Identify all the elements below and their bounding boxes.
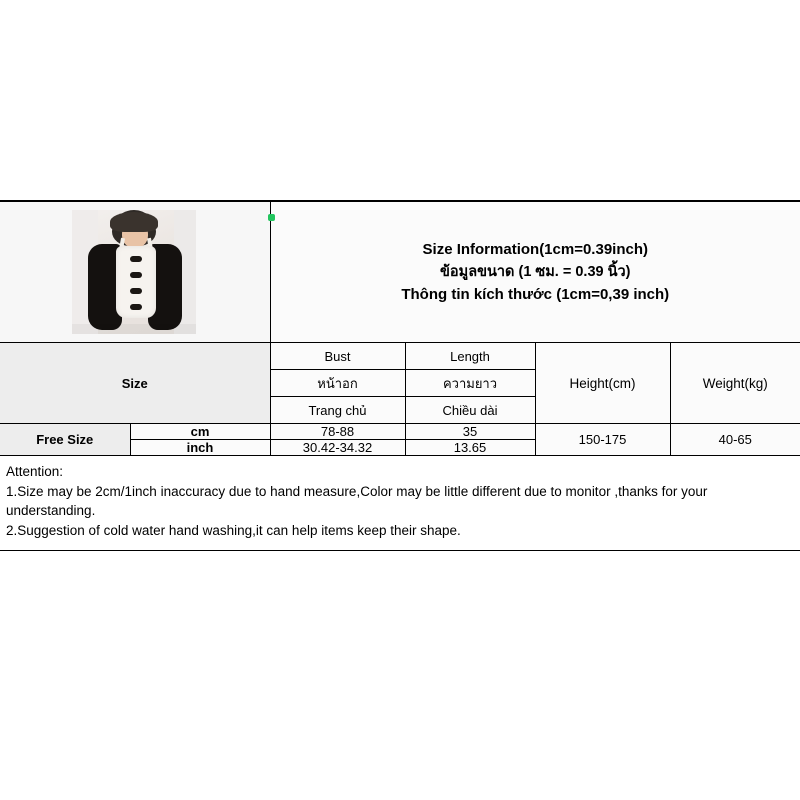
table-row-cm — [0, 424, 800, 440]
title-line-en: Size Information(1cm=0.39inch) — [422, 240, 648, 258]
column-header-row-en — [0, 343, 800, 370]
title-line-vi: Thông tin kích thước (1cm=0,39 inch) — [401, 286, 670, 304]
attention-line-2: 2.Suggestion of cold water hand washing,it can help items keep their shape. — [6, 522, 461, 538]
cell-bust-inch: 30.42-34.32 — [270, 440, 405, 456]
unit-cell-inch: inch — [130, 440, 270, 456]
table-header-row — [0, 202, 800, 343]
column-header-bust-en: Bust — [270, 343, 405, 370]
cell-length-inch: 13.65 — [405, 440, 535, 456]
attention-notes — [0, 456, 800, 550]
size-chart-sheet — [0, 200, 800, 551]
column-header-length-en: Length — [405, 343, 535, 370]
column-header-bust-th: หน้าอก — [270, 370, 405, 397]
green-marker-icon — [268, 214, 275, 221]
column-header-weight: Weight(kg) — [670, 343, 800, 424]
size-information-table — [0, 201, 800, 456]
size-column-label: Size — [0, 343, 270, 424]
product-photo — [72, 210, 196, 334]
attention-heading: Attention: — [6, 464, 64, 479]
column-header-length-vi: Chiều dài — [405, 397, 535, 424]
column-header-length-th: ความยาว — [405, 370, 535, 397]
attention-line-1: 1.Size may be 2cm/1inch inaccuracy due to hand measure,Color may be little different due to monitor ,thanks for your understanding. — [6, 483, 708, 519]
unit-cell-cm: cm — [130, 424, 270, 440]
cell-height: 150-175 — [535, 424, 670, 456]
row-label-free-size: Free Size — [0, 424, 130, 456]
cell-length-cm: 35 — [405, 424, 535, 440]
size-information-title-cell — [270, 202, 800, 343]
column-header-height: Height(cm) — [535, 343, 670, 424]
title-line-th: ข้อมูลขนาด (1 ซม. = 0.39 นิ้ว) — [440, 263, 631, 280]
cell-bust-cm: 78-88 — [270, 424, 405, 440]
product-image-cell — [0, 202, 270, 343]
column-header-bust-vi: Trang chủ — [270, 397, 405, 424]
cell-weight: 40-65 — [670, 424, 800, 456]
